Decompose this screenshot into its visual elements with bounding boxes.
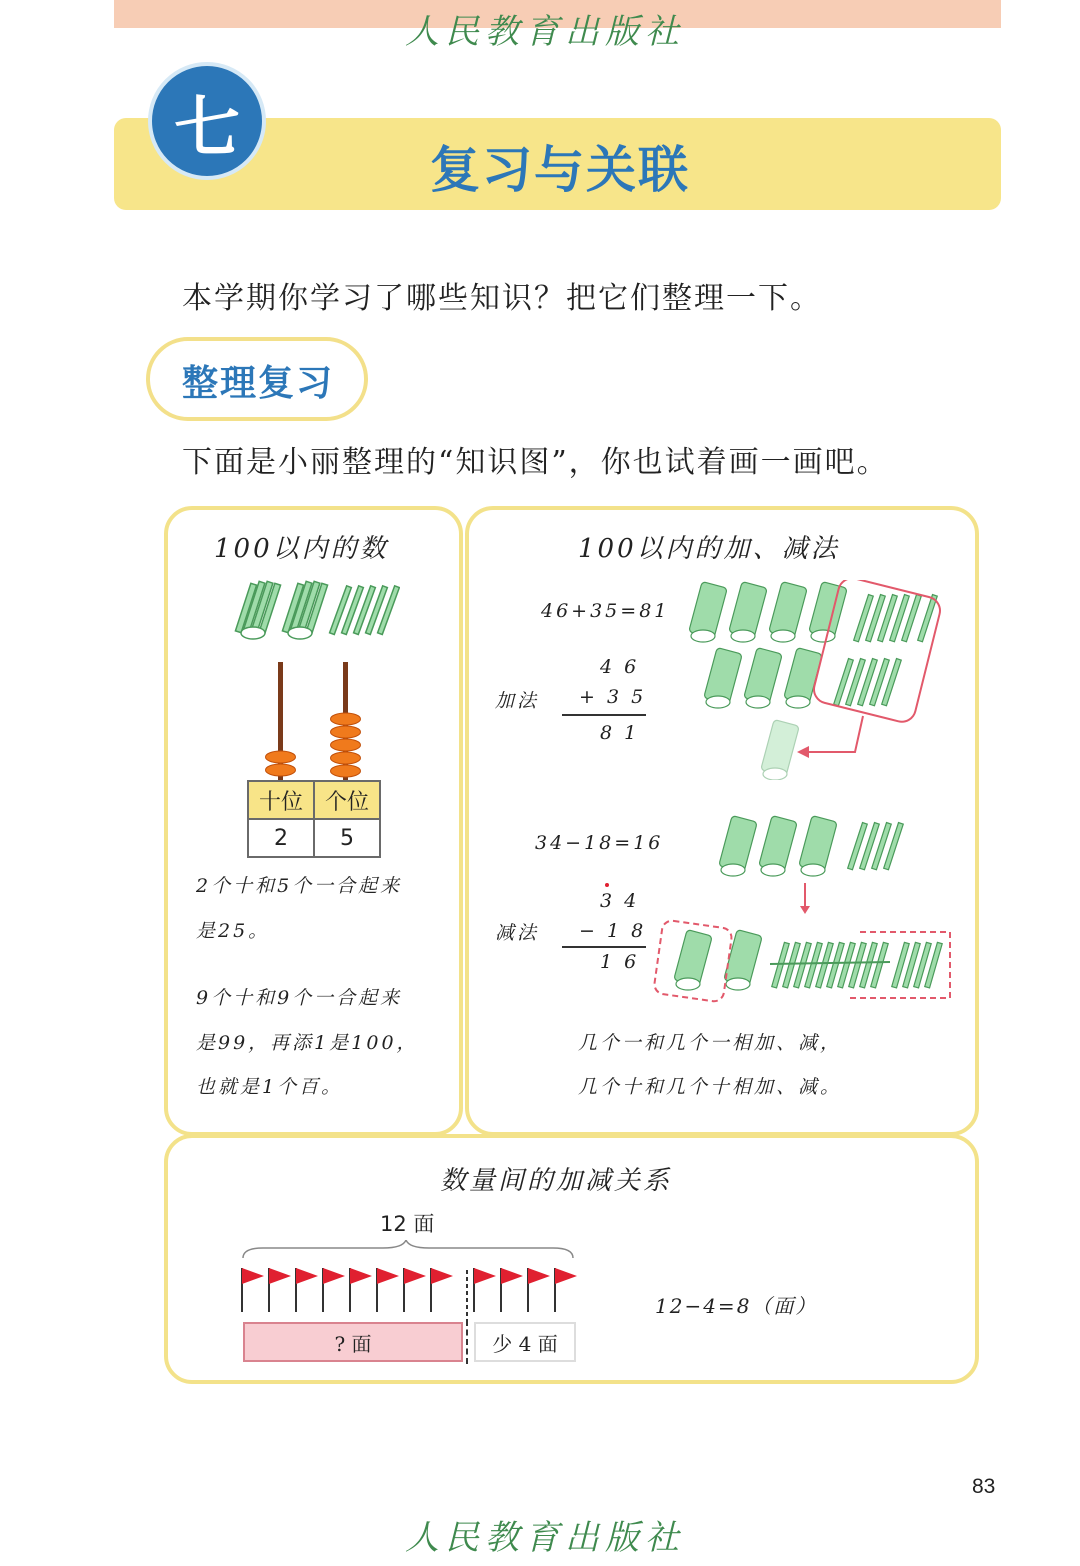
numbers-line-3: 9个十和9个一合起来 [196,987,403,1009]
section-label: 整理复习 [182,362,335,404]
borrow-dot [605,883,609,887]
subtraction-top-operand: 3 4 [600,890,640,912]
numbers-box-title: 100以内的数 [214,534,389,564]
flag [404,1268,426,1284]
tens-header: 十位 [248,781,314,819]
fewer-flags-bar: 少 4 面 [474,1322,576,1362]
flag [350,1268,372,1284]
flag [377,1268,399,1284]
flag [296,1268,318,1284]
relations-equation: 12−4=8（面） [655,1294,818,1318]
flag [431,1268,453,1284]
numbers-line-4: 是99，再添1是100， [196,1032,419,1054]
unknown-flags-bar: ? 面 [243,1322,463,1362]
flag [242,1268,264,1284]
flag [528,1268,550,1284]
abacus-illustration [258,662,368,782]
publisher-watermark-top: 人民教育出版社 [405,12,685,52]
operations-note-2: 几个十和几个十相加、减。 [578,1076,843,1098]
ones-value: 5 [314,819,380,857]
place-value-table [247,780,381,858]
subintro-text: 下面是小丽整理的“知识图”，你也试着画一画吧。 [182,445,889,480]
flags-illustration [238,1240,583,1320]
subtraction-rule [562,946,646,948]
flag [501,1268,523,1284]
intro-text: 本学期你学习了哪些知识？把它们整理一下。 [182,281,822,316]
bar-divider [466,1320,468,1364]
relations-box-title: 数量间的加减关系 [440,1166,673,1196]
operations-note-1: 几个一和几个一相加、减， [578,1032,843,1054]
addition-top-operand: 4 6 [600,656,640,678]
publisher-watermark-bottom: 人民教育出版社 [405,1518,685,1558]
subtraction-bottom-operand: − 1 8 [579,920,647,942]
operations-box-title: 100以内的加、减法 [578,534,840,564]
chapter-title: 复习与关联 [430,140,690,199]
chapter-number-badge: 七 [148,62,266,180]
ones-header: 个位 [314,781,380,819]
subtraction-equation: 34−18=16 [535,832,664,854]
page-number: 83 [972,1475,996,1498]
flag [323,1268,345,1284]
total-flags-label: 12 面 [380,1212,435,1236]
flag [474,1268,496,1284]
numbers-line-2: 是25。 [196,920,271,942]
sticks-bundles-illustration [230,575,400,650]
addition-equation: 46+35=81 [541,600,670,622]
addition-rule [562,714,646,716]
subtraction-sticks-illustration [650,808,960,1008]
addition-label: 加法 [495,690,540,712]
flag [555,1268,577,1284]
subtraction-result: 1 6 [600,951,640,973]
addition-bottom-operand: + 3 5 [579,686,647,708]
flag [269,1268,291,1284]
numbers-line-5: 也就是1个百。 [196,1076,344,1098]
tens-value: 2 [248,819,314,857]
addition-sticks-illustration [685,580,955,780]
numbers-line-1: 2个十和5个一合起来 [196,875,403,897]
subtraction-label: 减法 [495,922,540,944]
addition-result: 8 1 [600,722,640,744]
